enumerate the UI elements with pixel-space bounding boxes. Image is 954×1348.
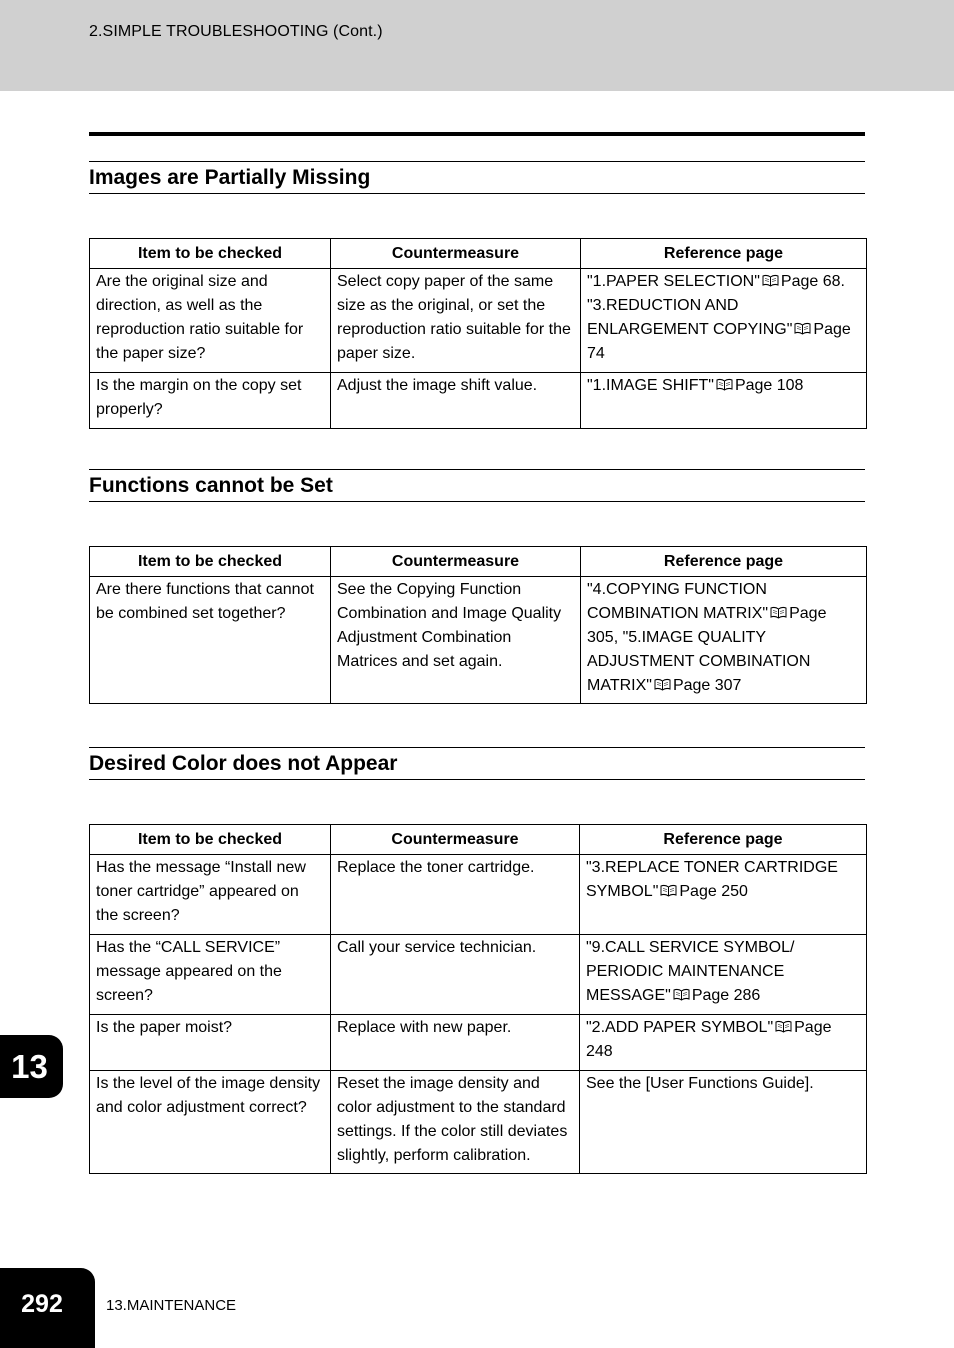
cell-reference: "1.PAPER SELECTION" Page 68. "3.REDUCTION AND ENLARGEMENT COPYING" Page 74 (581, 269, 867, 373)
cell-item: Has the message “Install new toner cartridge” appeared on the screen? (90, 855, 331, 935)
cell-reference: See the [User Functions Guide]. (580, 1071, 867, 1174)
book-icon (775, 1017, 792, 1030)
book-icon (654, 675, 671, 688)
page-number-box (0, 1268, 95, 1348)
cell-reference: "1.IMAGE SHIFT" Page 108 (581, 373, 867, 429)
header-reference: Reference page (581, 547, 867, 577)
top-rule (89, 132, 865, 136)
cell-countermeasure: Replace with new paper. (331, 1015, 580, 1071)
table-header-row (90, 239, 867, 269)
cell-item: Are there functions that cannot be combined set together? (90, 577, 331, 704)
table-row (90, 855, 867, 935)
table-row (90, 373, 867, 429)
table-header-row (90, 825, 867, 855)
book-icon (770, 603, 787, 616)
cell-countermeasure: Select copy paper of the same size as the original, or set the reproduction ratio suitable for the paper size. (331, 269, 581, 373)
cell-countermeasure: Call your service technician. (331, 935, 580, 1015)
header-item: Item to be checked (90, 547, 331, 577)
section-title-images-missing: Images are Partially Missing (89, 161, 865, 194)
table-row (90, 935, 867, 1015)
table-row (90, 577, 867, 704)
section-title-functions: Functions cannot be Set (89, 469, 865, 502)
header-countermeasure: Countermeasure (331, 825, 580, 855)
table-images-missing (89, 238, 867, 429)
cell-item: Is the margin on the copy set properly? (90, 373, 331, 429)
cell-item: Is the level of the image density and color adjustment correct? (90, 1071, 331, 1174)
book-icon (673, 985, 690, 998)
header-countermeasure: Countermeasure (331, 547, 581, 577)
cell-countermeasure: Replace the toner cartridge. (331, 855, 580, 935)
header-reference: Reference page (580, 825, 867, 855)
header-item: Item to be checked (90, 825, 331, 855)
cell-countermeasure: Adjust the image shift value. (331, 373, 581, 429)
table-functions (89, 546, 867, 704)
book-icon (660, 881, 677, 894)
book-icon (794, 319, 811, 332)
table-row (90, 269, 867, 373)
page-number: 292 (21, 1290, 63, 1318)
section-title-color: Desired Color does not Appear (89, 747, 865, 780)
table-header-row (90, 547, 867, 577)
cell-reference: "4.COPYING FUNCTION COMBINATION MATRIX" Page 305, "5.IMAGE QUALITY ADJUSTMENT COMBINATION MATRIX" Page 307 (581, 577, 867, 704)
header-countermeasure: Countermeasure (331, 239, 581, 269)
cell-countermeasure: See the Copying Function Combination and Image Quality Adjustment Combination Matrices and set again. (331, 577, 581, 704)
table-color (89, 824, 867, 1174)
cell-reference: "3.REPLACE TONER CARTRIDGE SYMBOL" Page 250 (580, 855, 867, 935)
cell-reference: "9.CALL SERVICE SYMBOL/ PERIODIC MAINTENANCE MESSAGE" Page 286 (580, 935, 867, 1015)
header-reference: Reference page (581, 239, 867, 269)
cell-reference: "2.ADD PAPER SYMBOL" Page 248 (580, 1015, 867, 1071)
book-icon (716, 375, 733, 388)
table-row (90, 1071, 867, 1174)
header-band (0, 0, 954, 91)
cell-countermeasure: Reset the image density and color adjustment to the standard settings. If the color still deviates slightly, perform calibration. (331, 1071, 580, 1174)
running-header: 2.SIMPLE TROUBLESHOOTING (Cont.) (89, 23, 383, 40)
cell-item: Has the “CALL SERVICE” message appeared on the screen? (90, 935, 331, 1015)
cell-item: Are the original size and direction, as well as the reproduction ratio suitable for the paper size? (90, 269, 331, 373)
table-row (90, 1015, 867, 1071)
header-item: Item to be checked (90, 239, 331, 269)
book-icon (762, 271, 779, 284)
footer-chapter: 13.MAINTENANCE (106, 1297, 237, 1314)
cell-item: Is the paper moist? (90, 1015, 331, 1071)
chapter-tab: 13 (0, 1035, 63, 1098)
